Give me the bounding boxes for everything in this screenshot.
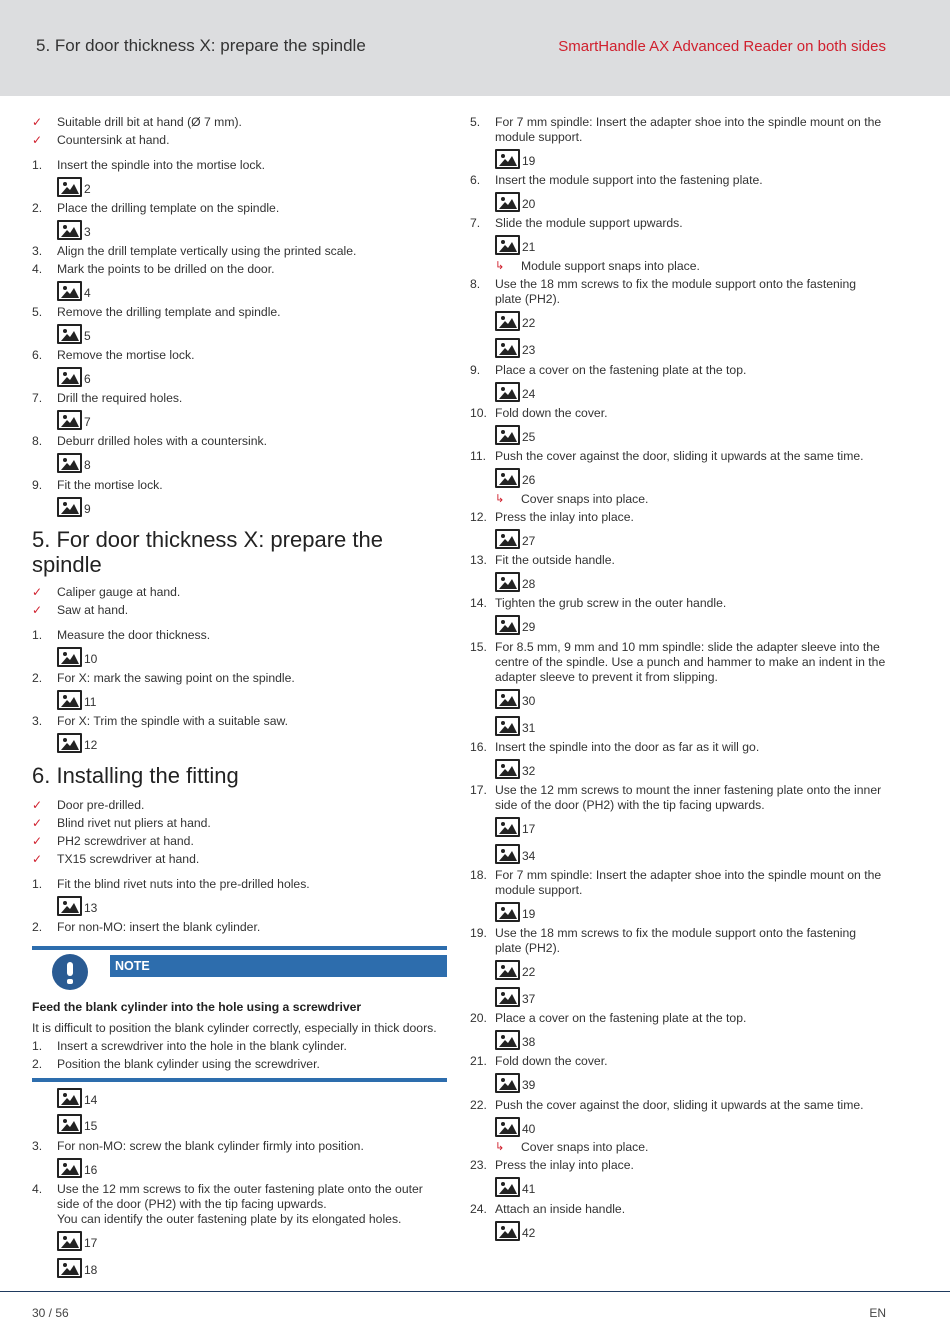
section-heading-6: 6. Installing the fitting: [32, 763, 239, 788]
image-icon: [495, 338, 520, 358]
page-header: [0, 0, 950, 96]
image-icon: [495, 615, 520, 635]
result-arrow-icon: ↳: [495, 493, 505, 505]
image-icon: [495, 311, 520, 331]
image-icon: [495, 960, 520, 980]
image-icon: [495, 987, 520, 1007]
header-title: 5. For door thickness X: prepare the spindle: [36, 36, 366, 55]
image-icon: [57, 1258, 82, 1278]
image-icon: [495, 382, 520, 402]
image-icon: [495, 235, 520, 255]
image-icon: [495, 1030, 520, 1050]
note-title: Feed the blank cylinder into the hole using a screwdriver: [32, 1000, 362, 1014]
image-icon: [495, 1221, 520, 1241]
image-icon: [57, 690, 82, 710]
image-icon: [495, 468, 520, 488]
image-icon: [57, 324, 82, 344]
check-icon: ✓: [32, 585, 43, 599]
image-icon: [495, 817, 520, 837]
page-number: 30 / 56: [32, 1306, 69, 1320]
footer-rule: [0, 1291, 950, 1292]
image-icon: [495, 759, 520, 779]
image-icon: [495, 425, 520, 445]
image-icon: [495, 192, 520, 212]
note-top-rule: [32, 946, 447, 950]
image-icon: [57, 177, 82, 197]
note-bottom-rule: [32, 1078, 447, 1082]
image-icon: [495, 1177, 520, 1197]
check-icon: ✓: [32, 115, 43, 129]
check-icon: ✓: [32, 852, 43, 866]
image-icon: [57, 497, 82, 517]
note-body: It is difficult to position the blank cylinder correctly, especially in thick doors.: [32, 1021, 437, 1035]
image-icon: [495, 149, 520, 169]
image-icon: [495, 572, 520, 592]
image-icon: [57, 220, 82, 240]
note-label: NOTE: [110, 955, 447, 977]
check-icon: ✓: [32, 816, 43, 830]
header-brand: SmartHandle AX Advanced Reader on both sides: [558, 38, 886, 55]
image-icon: [57, 281, 82, 301]
image-icon: [495, 1117, 520, 1137]
image-icon: [57, 410, 82, 430]
image-icon: [495, 902, 520, 922]
image-icon: [495, 716, 520, 736]
image-icon: [57, 453, 82, 473]
image-icon: [57, 367, 82, 387]
image-icon: [57, 896, 82, 916]
image-icon: [57, 733, 82, 753]
image-icon: [495, 529, 520, 549]
image-icon: [57, 1158, 82, 1178]
image-icon: [495, 1073, 520, 1093]
check-icon: ✓: [32, 798, 43, 812]
section-heading-5: 5. For door thickness X: prepare the spindle: [32, 527, 383, 577]
result-arrow-icon: ↳: [495, 1141, 505, 1153]
image-icon: [495, 844, 520, 864]
image-icon: [57, 1088, 82, 1108]
exclamation-icon: [52, 954, 88, 990]
result-arrow-icon: ↳: [495, 260, 505, 272]
image-icon: [57, 1114, 82, 1134]
check-icon: ✓: [32, 133, 43, 147]
image-icon: [495, 689, 520, 709]
check-icon: ✓: [32, 834, 43, 848]
image-icon: [57, 1231, 82, 1251]
check-icon: ✓: [32, 603, 43, 617]
language-code: EN: [869, 1306, 886, 1320]
image-icon: [57, 647, 82, 667]
